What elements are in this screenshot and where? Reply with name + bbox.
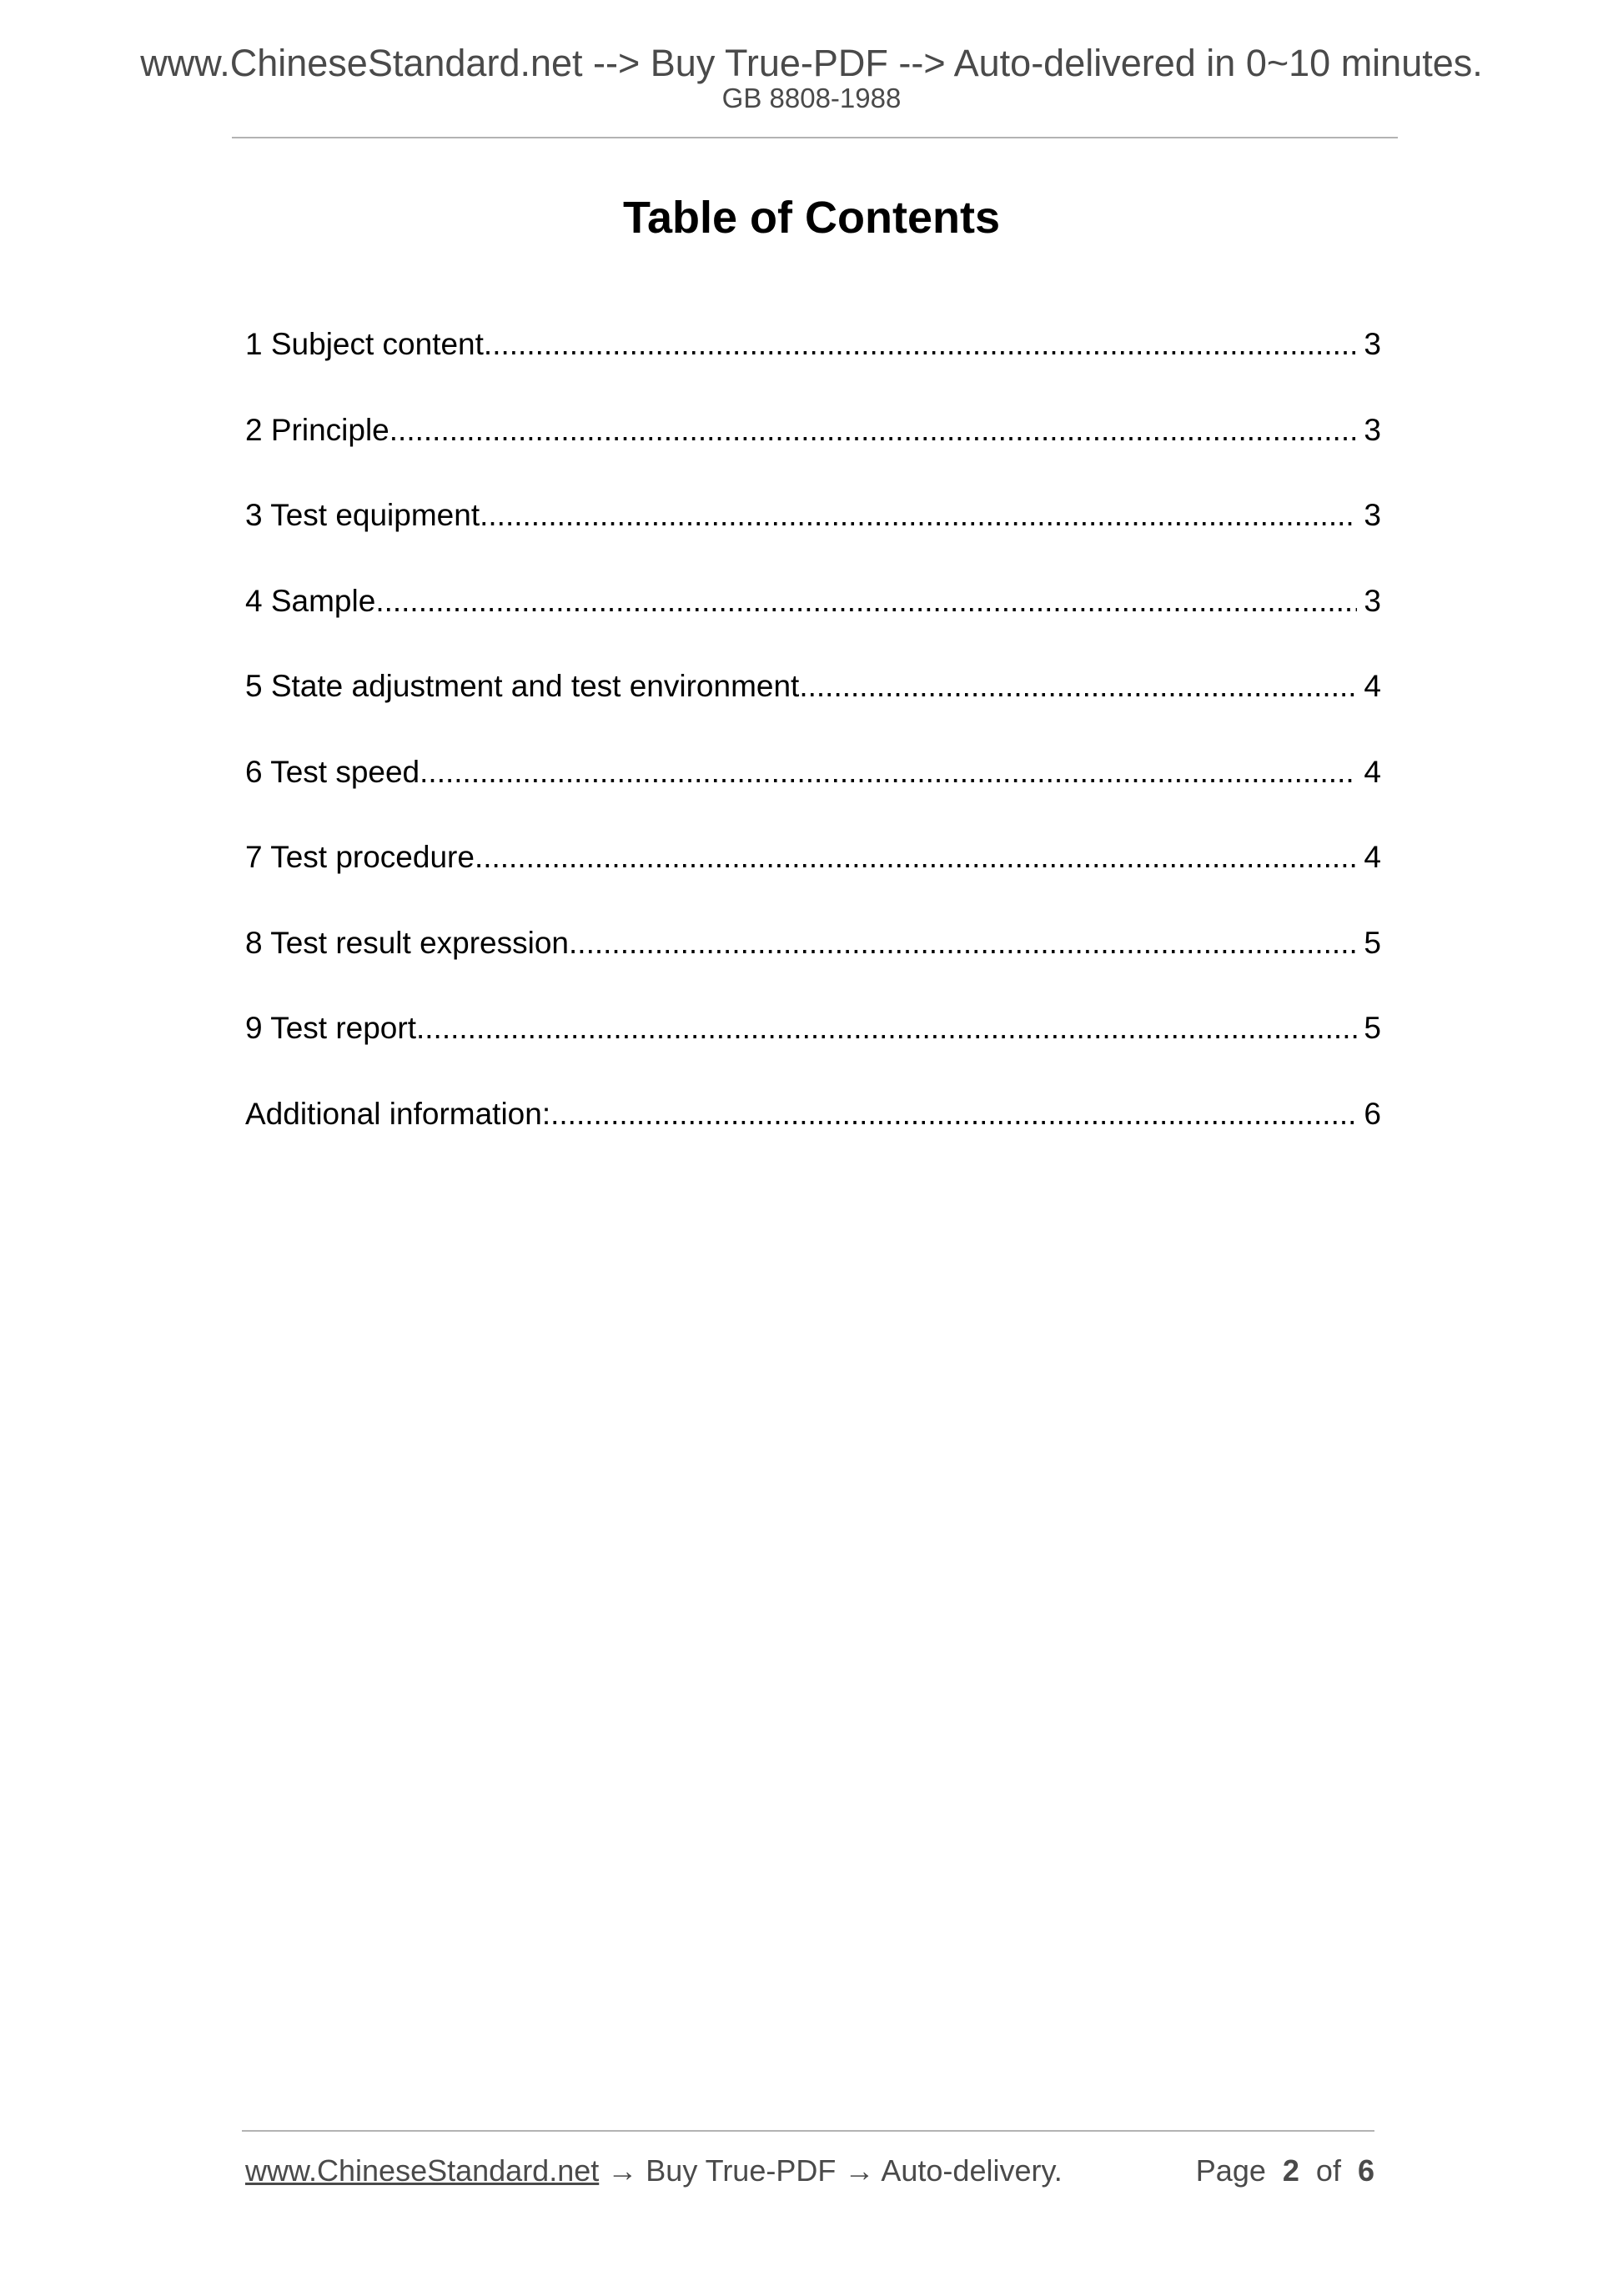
page-title: Table of Contents: [623, 193, 1000, 243]
arrow-right-icon: →: [607, 2153, 638, 2188]
toc-entry-page: 5: [1364, 925, 1381, 960]
page-indicator: [1196, 2150, 1374, 2192]
toc-entry-page: 4: [1364, 669, 1381, 703]
document-code: GB 8808-1988: [721, 83, 902, 113]
toc-entry-label: 4 Sample: [245, 583, 376, 618]
dot-leader: [799, 663, 1357, 710]
toc-entry-page: 6: [1364, 1096, 1381, 1131]
toc-entry-test-equipment[interactable]: [245, 492, 1381, 578]
footer-promo: [245, 2150, 1063, 2192]
toc-entry-test-speed[interactable]: [245, 749, 1381, 835]
dot-leader: [375, 578, 1357, 625]
toc-entry-label: 3 Test equipment: [245, 498, 480, 532]
total-pages-number: 6: [1357, 2153, 1374, 2188]
dot-leader: [420, 749, 1357, 796]
toc-entry-page: 5: [1364, 1011, 1381, 1045]
page-footer: [245, 2150, 1374, 2192]
toc-entry-test-result-expression[interactable]: [245, 920, 1381, 1006]
table-of-contents: [245, 321, 1381, 1176]
toc-entry-test-report[interactable]: [245, 1005, 1381, 1091]
toc-entry-label: 1 Subject content: [245, 327, 484, 361]
toc-entry-page: 3: [1364, 412, 1381, 447]
footer-delivery-text: Auto-delivery.: [881, 2153, 1063, 2188]
toc-entry-subject-content[interactable]: [245, 321, 1381, 407]
toc-entry-additional-information[interactable]: [245, 1091, 1381, 1177]
dot-leader: [569, 920, 1357, 967]
toc-entry-principle[interactable]: [245, 407, 1381, 493]
dot-leader: [484, 321, 1358, 368]
toc-entry-test-procedure[interactable]: [245, 834, 1381, 920]
toc-entry-page: 3: [1364, 583, 1381, 618]
footer-divider: [242, 2130, 1374, 2132]
dot-leader: [550, 1091, 1357, 1138]
toc-entry-page: 4: [1364, 840, 1381, 874]
toc-entry-label: 2 Principle: [245, 412, 389, 447]
of-label: of: [1315, 2153, 1341, 2188]
toc-entry-label: 9 Test report: [245, 1011, 416, 1045]
toc-entry-state-adjustment[interactable]: [245, 663, 1381, 749]
dot-leader: [389, 407, 1358, 454]
toc-entry-label: 5 State adjustment and test environment: [245, 669, 800, 703]
dot-leader: [480, 492, 1357, 539]
toc-entry-label: Additional information:: [245, 1096, 551, 1131]
toc-entry-page: 3: [1364, 498, 1381, 532]
toc-entry-label: 8 Test result expression: [245, 925, 570, 960]
toc-entry-page: 3: [1364, 327, 1381, 361]
footer-buy-text: Buy True-PDF: [646, 2153, 837, 2188]
dot-leader: [416, 1005, 1357, 1052]
page-label: Page: [1195, 2153, 1266, 2188]
current-page-number: 2: [1282, 2153, 1299, 2188]
toc-entry-page: 4: [1364, 754, 1381, 789]
toc-entry-sample[interactable]: [245, 578, 1381, 664]
dot-leader: [475, 834, 1357, 881]
header-divider: [232, 137, 1398, 138]
arrow-right-icon: →: [844, 2153, 875, 2188]
toc-entry-label: 6 Test speed: [245, 754, 420, 789]
footer-site-link[interactable]: www.ChineseStandard.net: [245, 2153, 600, 2188]
header-banner: www.ChineseStandard.net --> Buy True-PDF --> Auto-delivered in 0~10 minutes.: [140, 42, 1483, 84]
toc-entry-label: 7 Test procedure: [245, 840, 475, 874]
